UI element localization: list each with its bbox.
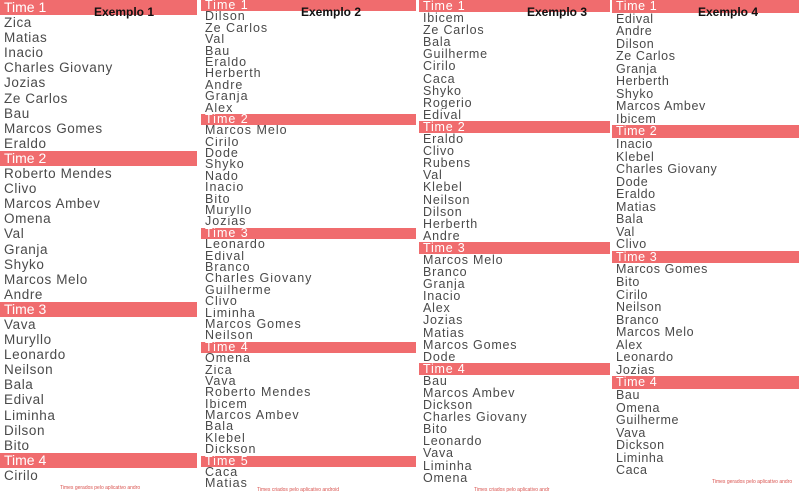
player-name: Bau xyxy=(4,105,30,121)
player-name: Val xyxy=(616,225,635,239)
player-name: Omena xyxy=(205,353,251,365)
player-name: Inacio xyxy=(616,138,653,151)
player-name: Clivo xyxy=(205,296,238,308)
player-name: Vava xyxy=(423,447,454,460)
player-name: Dickson xyxy=(616,439,665,452)
team-header: Time 5 xyxy=(201,456,416,467)
player-name: Guilherme xyxy=(205,284,272,297)
player-name: Marcos Gomes xyxy=(205,318,302,331)
player-name: Herberth xyxy=(423,217,479,230)
player-name: Andre xyxy=(205,79,244,92)
player-name: Branco xyxy=(205,261,251,274)
player-name: Shyko xyxy=(616,87,654,101)
player-name: Andre xyxy=(4,286,44,302)
player-name: Dickson xyxy=(205,444,257,456)
player-name: Leonardo xyxy=(423,435,483,448)
player-name: Neilson xyxy=(616,301,662,314)
player-name: Edival xyxy=(423,108,462,121)
player-name: Vava xyxy=(205,375,237,388)
player-name: Bala xyxy=(423,36,452,49)
example-title: Exemplo 3 xyxy=(527,5,588,19)
player-name: Roberto Mendes xyxy=(4,166,113,182)
team-header: Time 1 xyxy=(201,0,416,11)
player-name: Ze Carlos xyxy=(616,50,676,63)
player-name: Jozias xyxy=(205,216,247,228)
player-name: Herberth xyxy=(205,68,262,80)
player-name: Ibicem xyxy=(616,112,657,126)
player-name: Marcos Melo xyxy=(205,125,288,137)
player-name: Ze Carlos xyxy=(205,22,269,35)
team-list xyxy=(201,0,416,490)
player-name: Nado xyxy=(205,170,239,183)
player-name: Granja xyxy=(205,91,249,103)
player-name: Bito xyxy=(616,276,640,289)
player-name: Omena xyxy=(423,471,468,484)
team-header: Time 1 xyxy=(0,0,197,15)
player-name: Charles Giovany xyxy=(4,60,113,76)
team-header: Time 3 xyxy=(612,251,799,264)
player-name: Rubens xyxy=(423,157,471,170)
player-name: Muryllo xyxy=(205,205,253,217)
player-name: Neilson xyxy=(205,330,254,342)
example-title: Exemplo 2 xyxy=(301,5,362,19)
player-name: Vava xyxy=(616,426,646,440)
player-name: Bala xyxy=(4,377,34,393)
player-name: Val xyxy=(423,169,443,182)
player-name: Dode xyxy=(205,148,239,160)
player-name: Dilson xyxy=(4,422,46,438)
player-name: Muryllo xyxy=(4,332,52,348)
player-name: Inacio xyxy=(4,45,44,61)
player-name: Marcos Gomes xyxy=(616,263,708,277)
player-name: Clivo xyxy=(616,238,647,251)
example-title: Exemplo 4 xyxy=(698,5,759,19)
team-header: Time 2 xyxy=(419,121,610,133)
player-name: Matias xyxy=(4,30,48,46)
player-name: Granja xyxy=(4,241,49,257)
player-name: Liminha xyxy=(423,459,473,472)
example-title: Exemplo 1 xyxy=(94,5,155,19)
player-name: Edival xyxy=(616,12,654,26)
player-name: Bau xyxy=(616,388,641,402)
player-name: Alex xyxy=(423,302,451,315)
player-name: Bito xyxy=(4,437,30,453)
player-name: Branco xyxy=(423,266,468,279)
player-name: Dilson xyxy=(205,11,246,23)
team-header: Time 4 xyxy=(201,342,416,353)
footer-note: Times criados pelo aplicativo andr xyxy=(474,487,550,493)
player-name: Shyko xyxy=(423,84,462,97)
player-name: Edival xyxy=(205,250,246,262)
player-name: Andre xyxy=(616,25,653,38)
team-list xyxy=(0,0,197,483)
player-name: Klebel xyxy=(423,181,463,194)
player-name: Bau xyxy=(205,45,231,57)
player-name: Cirilo xyxy=(616,288,649,302)
player-name: Cirilo xyxy=(423,60,457,73)
player-name: Leonardo xyxy=(4,347,66,363)
player-name: Eraldo xyxy=(616,188,656,201)
player-name: Granja xyxy=(423,278,466,291)
example-panel-1 xyxy=(0,0,197,493)
player-name: Eraldo xyxy=(4,135,47,151)
player-name: Caca xyxy=(205,467,239,479)
team-header: Time 2 xyxy=(0,151,197,166)
player-name: Val xyxy=(205,34,226,46)
player-name: Ibicem xyxy=(423,12,465,25)
player-name: Branco xyxy=(616,313,660,327)
example-panel-2 xyxy=(201,0,416,493)
team-header: Time 4 xyxy=(419,363,610,375)
player-name: Caca xyxy=(616,464,648,477)
player-name: Alex xyxy=(616,338,643,352)
player-name: Jozias xyxy=(4,75,46,91)
player-name: Inacio xyxy=(423,290,462,303)
player-name: Caca xyxy=(423,72,456,85)
player-name: Alex xyxy=(205,102,234,114)
player-name: Zica xyxy=(4,15,32,31)
player-name: Jozias xyxy=(423,314,464,327)
player-name: Leonardo xyxy=(616,351,674,364)
player-name: Zica xyxy=(205,364,233,376)
player-name: Jozias xyxy=(616,363,656,377)
player-name: Ibicem xyxy=(205,398,248,411)
player-name: Ze Carlos xyxy=(4,90,68,106)
example-panel-3 xyxy=(419,0,610,493)
player-name: Granja xyxy=(616,62,658,76)
player-name: Charles Giovany xyxy=(423,411,528,424)
player-name: Shyko xyxy=(4,256,45,272)
player-name: Cirilo xyxy=(4,467,39,483)
player-name: Omena xyxy=(616,401,660,415)
player-name: Guilherme xyxy=(423,48,488,61)
player-name: Marcos Ambev xyxy=(423,387,516,400)
player-name: Clivo xyxy=(4,181,38,197)
team-header: Time 1 xyxy=(612,0,799,13)
player-name: Dilson xyxy=(423,205,463,218)
footer-note: Times gerados pelo aplicativo andro xyxy=(712,479,793,485)
player-name: Herberth xyxy=(616,75,670,88)
player-name: Dilson xyxy=(616,37,655,51)
player-name: Marcos Ambev xyxy=(616,100,706,113)
team-header: Time 4 xyxy=(0,453,197,468)
player-name: Marcos Melo xyxy=(4,271,88,287)
player-name: Edival xyxy=(4,392,45,408)
player-name: Dode xyxy=(423,350,457,363)
player-name: Bito xyxy=(205,193,231,206)
player-name: Liminha xyxy=(4,407,56,423)
team-header: Time 3 xyxy=(419,242,610,254)
player-name: Neilson xyxy=(4,362,54,378)
player-name: Marcos Ambev xyxy=(205,410,300,422)
player-name: Marcos Ambev xyxy=(4,196,101,212)
player-name: Neilson xyxy=(423,193,471,206)
player-name: Guilherme xyxy=(616,414,680,427)
player-name: Omena xyxy=(4,211,52,227)
team-header: Time 2 xyxy=(201,114,416,125)
player-name: Charles Giovany xyxy=(616,163,718,176)
player-name: Andre xyxy=(423,229,461,242)
player-name: Liminha xyxy=(205,307,256,319)
player-name: Matias xyxy=(423,326,465,339)
player-name: Klebel xyxy=(205,432,246,445)
player-name: Inacio xyxy=(205,182,245,194)
player-name: Marcos Melo xyxy=(616,326,695,339)
player-name: Val xyxy=(4,226,25,242)
player-name: Leonardo xyxy=(205,239,266,251)
player-name: Clivo xyxy=(423,145,455,158)
example-panel-4 xyxy=(612,0,799,493)
team-list xyxy=(612,0,799,477)
player-name: Ze Carlos xyxy=(423,24,485,37)
player-name: Marcos Gomes xyxy=(423,338,518,351)
team-header: Time 4 xyxy=(612,376,799,389)
team-list xyxy=(419,0,610,484)
player-name: Bala xyxy=(616,213,644,226)
player-name: Shyko xyxy=(205,159,245,171)
player-name: Bito xyxy=(423,423,448,436)
player-name: Cirilo xyxy=(205,136,240,149)
team-header: Time 2 xyxy=(612,125,799,138)
player-name: Klebel xyxy=(616,150,655,164)
player-name: Charles Giovany xyxy=(205,273,313,285)
player-name: Eraldo xyxy=(423,133,464,146)
player-name: Dode xyxy=(616,175,649,189)
player-name: Marcos Gomes xyxy=(4,120,103,136)
player-name: Rogerio xyxy=(423,96,473,109)
footer-note: Times criados pelo aplicativo android xyxy=(257,487,340,493)
player-name: Eraldo xyxy=(205,56,248,69)
team-header: Time 1 xyxy=(419,0,610,12)
player-name: Bau xyxy=(423,374,448,387)
player-name: Roberto Mendes xyxy=(205,387,312,399)
footer-note: Times gerados pelo aplicativo andro xyxy=(60,485,141,491)
team-header: Time 3 xyxy=(201,228,416,239)
player-name: Dickson xyxy=(423,399,474,412)
player-name: Marcos Melo xyxy=(423,253,504,267)
player-name: Matias xyxy=(205,478,248,490)
team-header: Time 3 xyxy=(0,302,197,317)
player-name: Vava xyxy=(4,316,37,332)
player-name: Bala xyxy=(205,421,235,433)
player-name: Matias xyxy=(616,200,657,214)
player-name: Liminha xyxy=(616,451,664,465)
